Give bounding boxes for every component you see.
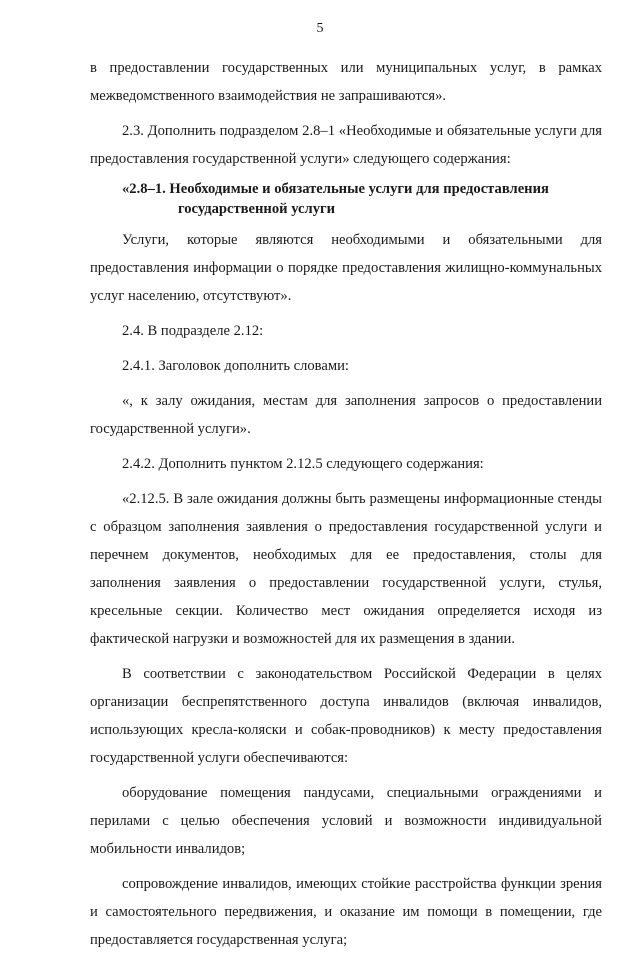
heading-line-2: государственной услуги xyxy=(178,201,336,217)
paragraph-2-3: 2.3. Дополнить подразделом 2.8–1 «Необходимые и обязательные услуги для предоставления государственной услуги» следующего содержания: xyxy=(90,123,602,167)
paragraph-escort: сопровождение инвалидов, имеющих стойкие расстройства функции зрения и самостоятельного передвижения, и оказание им помощи в помещении, где предоставляется государственная услуга; xyxy=(90,876,602,948)
heading-line-1: «2.8–1. Необходимые и обязательные услуги для предоставления xyxy=(122,181,549,197)
paragraph-ramps: оборудование помещения пандусами, специальными ограждениями и перилами с целью обеспечения условий и возможности индивидуальной мобильности инвалидов; xyxy=(90,785,602,857)
paragraph-2-4: 2.4. В подразделе 2.12: xyxy=(122,323,264,339)
document-body xyxy=(90,54,602,954)
paragraph-continuation: в предоставлении государственных или муниципальных услуг, в рамках межведомственного взаимодействия не запрашиваются». xyxy=(90,60,602,104)
page-number: 5 xyxy=(316,21,324,36)
paragraph-accessibility: В соответствии с законодательством Российской Федерации в целях организации беспрепятственного доступа инвалидов (включая инвалидов, использующих кресла-коляски и собак-проводников) к месту предоставления государственной услуги обеспечиваются: xyxy=(90,666,602,766)
subsection-heading-2-8-1 xyxy=(90,179,602,219)
paragraph-heading-addition: «, к залу ожидания, местам для заполнения запросов о предоставлении государственной услуги». xyxy=(90,393,602,437)
paragraph-2-12-5: «2.12.5. В зале ожидания должны быть размещены информационные стенды с образцом заполнения заявления о предоставления государственной услуги и перечнем документов, необходимых для ее предоставления, столы для заполнения заявления о предоставлении государственной услуги, стулья, кресельные секции. Количество мест ожидания определяется исходя из фактической нагрузки и возможностей для их размещения в здании. xyxy=(90,491,602,647)
paragraph-2-4-1: 2.4.1. Заголовок дополнить словами: xyxy=(122,358,349,374)
paragraph-services: Услуги, которые являются необходимыми и обязательными для предоставления информации о порядке предоставления жилищно-коммунальных услуг населению, отсутствуют». xyxy=(90,232,602,304)
paragraph-2-4-2: 2.4.2. Дополнить пунктом 2.12.5 следующего содержания: xyxy=(122,456,484,472)
